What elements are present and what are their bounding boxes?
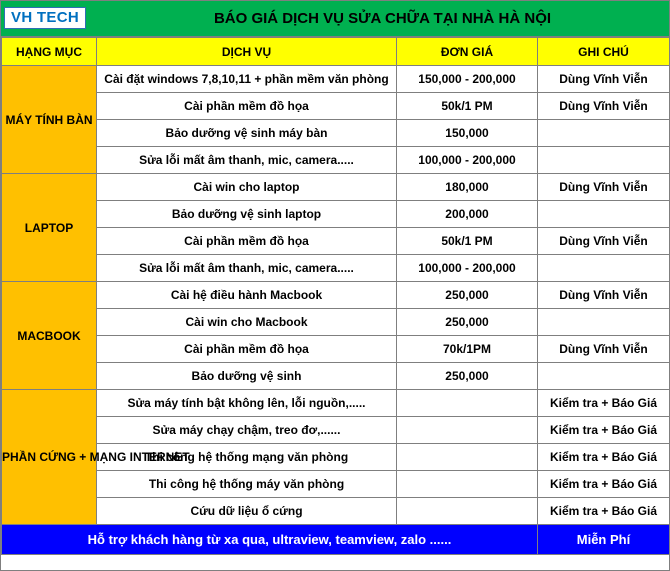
service-cell: Bảo dưỡng vệ sinh — [97, 363, 397, 390]
note-cell — [538, 201, 670, 228]
price-cell: 50k/1 PM — [397, 228, 538, 255]
service-cell: Cài đặt windows 7,8,10,11 + phần mềm văn phòng — [97, 66, 397, 93]
note-cell — [538, 363, 670, 390]
price-cell: 50k/1 PM — [397, 93, 538, 120]
service-cell: Sửa máy chạy chậm, treo đơ,...... — [97, 417, 397, 444]
table-row — [2, 309, 670, 336]
service-cell: Sửa lỗi mất âm thanh, mic, camera..... — [97, 255, 397, 282]
note-cell — [538, 120, 670, 147]
category-cell: MÁY TÍNH BÀN — [2, 66, 97, 174]
header-note: GHI CHÚ — [538, 38, 670, 66]
table-row — [2, 174, 670, 201]
category-cell: PHẦN CỨNG + MẠNG INTERNET — [2, 390, 97, 525]
service-cell: Thi công hệ thống máy văn phòng — [97, 471, 397, 498]
table-row — [2, 363, 670, 390]
note-cell: Dùng Vĩnh Viễn — [538, 282, 670, 309]
service-cell: Sửa máy tính bật không lên, lỗi nguồn,..... — [97, 390, 397, 417]
service-cell: Sửa lỗi mất âm thanh, mic, camera..... — [97, 147, 397, 174]
title-bar — [1, 1, 669, 37]
price-cell: 150,000 - 200,000 — [397, 66, 538, 93]
note-cell: Kiểm tra + Báo Giá — [538, 417, 670, 444]
price-cell: 250,000 — [397, 282, 538, 309]
note-cell: Kiểm tra + Báo Giá — [538, 390, 670, 417]
price-cell — [397, 444, 538, 471]
price-cell: 70k/1PM — [397, 336, 538, 363]
table-row — [2, 390, 670, 417]
page-title: BÁO GIÁ DỊCH VỤ SỬA CHỮA TẠI NHÀ HÀ NỘI — [213, 10, 552, 27]
table-row — [2, 93, 670, 120]
service-cell: Cài phần mềm đồ họa — [97, 228, 397, 255]
price-cell: 250,000 — [397, 363, 538, 390]
price-table — [1, 37, 670, 555]
price-cell: 100,000 - 200,000 — [397, 147, 538, 174]
service-cell: Cài phần mềm đồ họa — [97, 93, 397, 120]
note-cell: Kiểm tra + Báo Giá — [538, 471, 670, 498]
header-service: DỊCH VỤ — [97, 38, 397, 66]
price-cell — [397, 417, 538, 444]
note-cell: Kiểm tra + Báo Giá — [538, 498, 670, 525]
price-cell: 180,000 — [397, 174, 538, 201]
price-cell: 150,000 — [397, 120, 538, 147]
service-cell: Bảo dưỡng vệ sinh laptop — [97, 201, 397, 228]
table-row — [2, 282, 670, 309]
table-row — [2, 147, 670, 174]
note-cell: Kiểm tra + Báo Giá — [538, 444, 670, 471]
note-cell — [538, 309, 670, 336]
service-cell: Bảo dưỡng vệ sinh máy bàn — [97, 120, 397, 147]
category-cell: LAPTOP — [2, 174, 97, 282]
table-row — [2, 498, 670, 525]
note-cell: Dùng Vĩnh Viễn — [538, 66, 670, 93]
table-row — [2, 228, 670, 255]
note-cell: Dùng Vĩnh Viễn — [538, 228, 670, 255]
footer-row — [2, 525, 670, 555]
table-row — [2, 336, 670, 363]
table-row — [2, 417, 670, 444]
price-cell — [397, 390, 538, 417]
table-row — [2, 255, 670, 282]
service-cell: Cứu dữ liệu ổ cứng — [97, 498, 397, 525]
price-cell: 200,000 — [397, 201, 538, 228]
service-cell: Cài phần mềm đồ họa — [97, 336, 397, 363]
header-row — [2, 38, 670, 66]
price-table-body — [2, 38, 670, 555]
note-cell: Dùng Vĩnh Viễn — [538, 93, 670, 120]
service-cell: Cài win cho laptop — [97, 174, 397, 201]
service-cell: Cài win cho Macbook — [97, 309, 397, 336]
table-row — [2, 201, 670, 228]
footer-free-note: Miễn Phí — [538, 525, 670, 555]
note-cell — [538, 255, 670, 282]
footer-support-text: Hỗ trợ khách hàng từ xa qua, ultraview, teamview, zalo ...... — [2, 525, 538, 555]
price-cell — [397, 471, 538, 498]
service-cell: Cài hệ điều hành Macbook — [97, 282, 397, 309]
price-cell: 100,000 - 200,000 — [397, 255, 538, 282]
note-cell — [538, 147, 670, 174]
note-cell: Dùng Vĩnh Viễn — [538, 336, 670, 363]
header-price: ĐƠN GIÁ — [397, 38, 538, 66]
category-cell: MACBOOK — [2, 282, 97, 390]
service-cell: Thi công hệ thống mạng văn phòng — [97, 444, 397, 471]
header-category: HẠNG MỤC — [2, 38, 97, 66]
table-row — [2, 120, 670, 147]
table-row — [2, 471, 670, 498]
price-cell — [397, 498, 538, 525]
vh-tech-logo: VH TECH — [4, 7, 86, 29]
price-cell: 250,000 — [397, 309, 538, 336]
table-row — [2, 66, 670, 93]
note-cell: Dùng Vĩnh Viễn — [538, 174, 670, 201]
